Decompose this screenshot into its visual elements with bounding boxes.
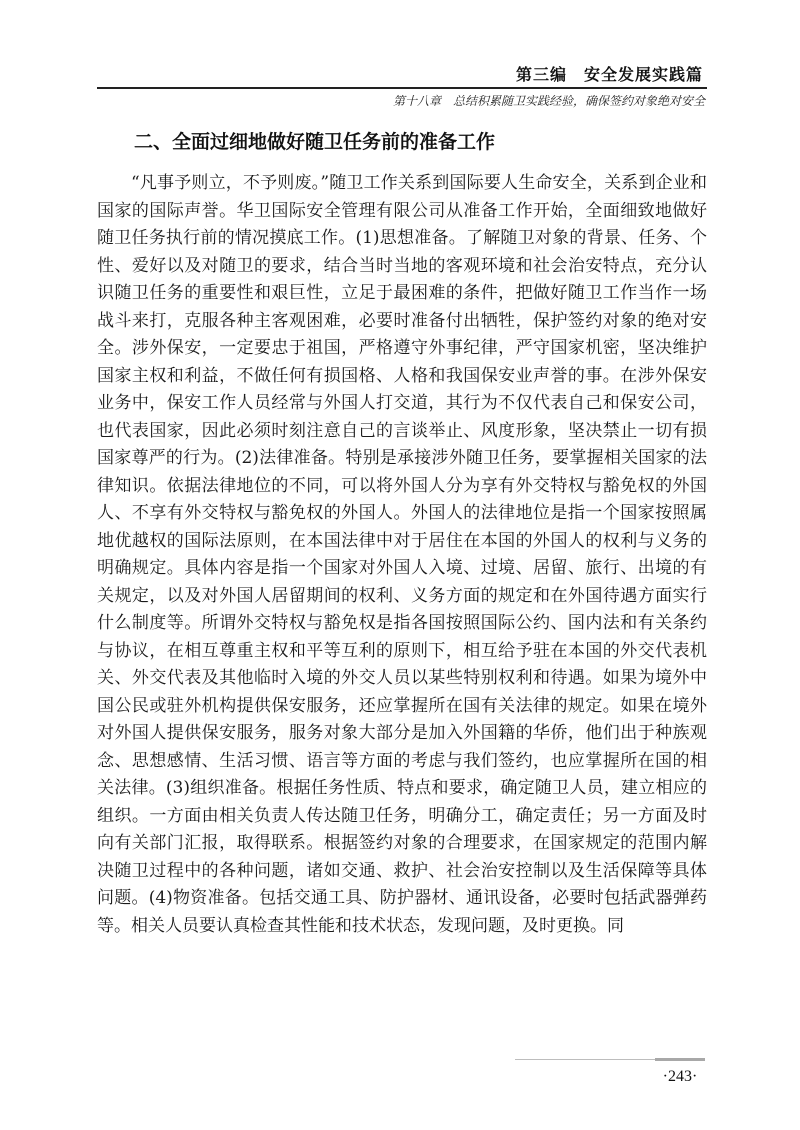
footer-divider-accent: [655, 1058, 705, 1061]
page-number: ·243·: [662, 1068, 698, 1085]
header-divider: [97, 87, 707, 89]
running-header-chapter-title: 第十八章 总结积累随卫实践经验，确保签约对象绝对安全: [392, 94, 705, 108]
body-paragraph: “凡事予则立，不予则废。”随卫工作关系到国际要人生命安全，关系到企业和国家的国际声誉。华卫国际安全管理有限公司从准备工作开始，全面细致地做好随卫任务执行前的情况摸底工作。(1)思想准备。了解随卫对象的背景、任务、个性、爱好以及对随卫的要求，结合当时当地的客观环境和社会治安特点，充分认识随卫任务的重要性和艰巨性，立足于最困难的条件，把做好随卫工作当作一场战斗来打，克服各种主客观困难，必要时准备付出牺牲，保护签约对象的绝对安全。涉外保安，一定要忠于祖国，严格遵守外事纪律，严守国家机密，坚决维护国家主权和利益，不做任何有损国格、人格和我国保安业声誉的事。在涉外保安业务中，保安工作人员经常与外国人打交道，其行为不仅代表自己和保安公司，也代表国家，因此必须时刻注意自己的言谈举止、风度形象，坚决禁止一切有损国家尊严的行为。(2)法律准备。特别是承接涉外随卫任务，要掌握相关国家的法律知识。依据法律地位的不同，可以将外国人分为享有外交特权与豁免权的外国人、不享有外交特权与豁免权的外国人。外国人的法律地位是指一个国家按照属地优越权的国际法原则，在本国法律中对于居住在本国的外国人的权利与义务的明确规定。具体内容是指一个国家对外国人入境、过境、居留、旅行、出境的有关规定，以及对外国人居留期间的权利、义务方面的规定和在外国待遇方面实行什么制度等。所谓外交特权与豁免权是指各国按照国际公约、国内法和有关条约与协议，在相互尊重主权和平等互利的原则下，相互给予驻在本国的外交代表机关、外交代表及其他临时入境的外交人员以某些特别权利和待遇。如果为境外中国公民或驻外机构提供保安服务，还应掌握所在国有关法律的规定。如果在境外对外国人提供保安服务，服务对象大部分是加入外国籍的华侨，他们出于种族观念、思想感情、生活习惯、语言等方面的考虑与我们签约，也应掌握所在国的相关法律。(3)组织准备。根据任务性质、特点和要求，确定随卫人员，建立相应的组织。一方面由相关负责人传达随卫任务，明确分工，确定责任；另一方面及时向有关部门汇报，取得联系。根据签约对象的合理要求，在国家规定的范围内解决随卫过程中的各种问题，诸如交通、救护、社会治安控制以及生活保障等具体问题。(4)物资准备。包括交通工具、防护器材、通讯设备，必要时包括武器弹药等。相关人员要认真检查其性能和技术状态，发现问题，及时更换。同: [97, 173, 707, 936]
running-header-part-title: 第三编 安全发展实践篇: [515, 65, 703, 84]
section-heading: 二、全面过细地做好随卫任务前的准备工作: [134, 131, 496, 153]
